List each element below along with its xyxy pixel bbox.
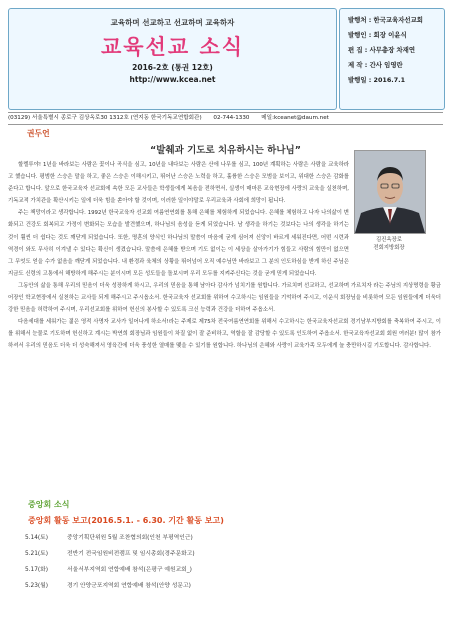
activity-date: 5.23(월) [25,583,49,589]
article-title: “발췌과 기도로 치유하시는 하나님” [150,145,301,156]
postal-address: (03129) 서울특별시 종로구 김상옥로30 1312호 (연지동 한국기독교연합회관) [8,115,202,121]
activity-date: 5.21(토) [25,551,49,557]
list-item [25,546,425,562]
list-item [25,562,425,578]
address-bar [8,112,443,125]
article-body [8,159,441,489]
list-item [25,578,425,594]
activity-text: 서울서부지역회 연합예배 참석(은평구 예원교회_) [67,567,192,573]
activity-text: 중앙기획단위원 5월 조찬협의회(인천 부평역인근) [67,535,193,541]
publisher-infobox [339,8,445,110]
email-address[interactable]: 메일:kceanet@daum.net [261,115,329,121]
section-label-news: 중앙회 소식 [28,500,70,509]
publisher: 발행처 : 한국교육자선교회 [348,16,423,24]
photo-caption-role: 전회지방회장 [373,245,405,251]
newsletter-title: 교육선교 소식 [100,34,245,59]
newsletter-header [8,8,443,116]
photo-caption-name: 김진옥장로 [375,237,403,243]
editor: 편 집 : 사무총장 차재연 [348,46,416,54]
masthead [8,8,337,110]
activity-text: 경기 안양군포지역회 연합예배 참석(안양 성문고) [67,583,191,589]
activity-report-title: 중앙회 활동 보고(2016.5.1. - 6.30. 기간 활동 보고) [28,516,224,525]
list-item [25,530,425,546]
photo-spacer [349,159,441,263]
article-paragraph: 다음세대를 세워가는 젊은 영적 사명자 교사가 일어나게 하소서!라는 주제로 제75차 전국여름연연회를 위해서 수고하시는 한국교육자선교회 경기남부지방회를 축복하여 주시고, 이를 위해서 눈물로 기도하며 헌신하고 계시는 박연희 회장님과 임원들이 차질 없이 잘 준비하고, 역할을 잘 감당할 수 있도록 인도하여 주옵소서. 한국교육자선교회 회원 여러분! 많이 참가하셔서 우리의 믿음도 더욱 더 성숙해져서 영육간에 더욱 풍성한 열매를 맺을 수 있기를 원합니다. 하나님의 은혜와 사랑이 교육가족 모두에게 늘 충만하시길 기도합니다. 감사합니다. [8,319,441,350]
issue-number: 2016-2호 (통권 12호) [132,63,213,72]
activity-date: 5.17(화) [25,567,49,573]
article-paragraph: 그동안의 삶을 통해 우리의 믿음이 더욱 성장하게 하시고, 우리의 믿음을 통해 남아다 감사가 넘치기를 원합니다. 가르치며 선교하고, 선교하며 가르치자 라는 주님의 지상명령을 황금어장인 학교현장에서 실천하는 교사들 되게 해주시고 주시옵소서. 한국교육자 선교회를 위하여 수고하시는 임원들을 기억하여 주시고, 이운식 회장님을 비롯하여 모든 임원들에게 더욱더 강한 믿음을 허락하여 주시며, 우리선교회를 위하여 헌신의 봉사할 수 있도록 크신 능력과 건강을 더하여 주옵소서. [8,282,441,314]
activity-list [25,530,425,594]
phone-number: 02-744-1330 [213,115,250,121]
motto: 교육하며 선교하고 선교하며 교육하자 [110,18,235,27]
activity-date: 5.14(토) [25,535,49,541]
article-paragraph: 주는 책망이라고 생각합니다. 1992년 한국교육자 선교회 여름연연회를 통해 은혜를 체험하게 되었습니다. 은혜를 체험하고 나자 나의삶이 변화되고 건강도 회복되고 가정이 변화되는 모습을 발견했으며, 하나님의 음성을 듣게 되었습니다. 남 생각을 하기는 것보다는 나의 생각을 하기는 것이 훨씬 더 쉽다는 것도 깨닫게 되었습니다. 또한, 명혼의 양식인 하나님의 말씀이 마음에 굳게 심어져 신앙이 바르게 세워진다면, 어떤 시련과 역경이 와도 무사히 이겨낼 수 있다는 확신이 생겼습니다. 말씀에 은혜를 받으며 기도 없이는 이 세상을 살아가기가 힘들고 사람의 힘만이 없으면 그 무엇도 얻을 수가 없음을 깨닫게 되었습니다. 내 환경과 육체의 상황을 뛰어넘어 오직 예수님만 바라보고 그 분의 인도하심을 받게 하신 주님은 지금도 신령의 고통에서 해방하게 해주시는 분이시며 모든 성도들을 돌보시며 우리 모두를 지켜주신다는 것을 굳게 믿게 되었습니다. [8,210,349,277]
section-label-opening: 권두언 [27,129,50,138]
publish-date: 발행일 : 2016.7.1 [348,76,406,84]
article-paragraph: 할렐루야! 1년을 바라보는 사람은 꽃이나 곡식을 심고, 10년을 내다보는 사람은 산에 나무를 심고, 100년 계획하는 사람은 사람을 교육하라고 했습니다. 평범한 스승은 말을 하고, 좋은 스승은 이해시키고, 뛰어난 스승은 노력을 하고, 훌륭한 스승은 모범을 보이고, 위대한 스승은 감화를 준다고 합니다. 앞으로 한국교육자 선교회에 속한 모든 교사들은 학생들에게 복음을 전하면서, 실생이 매마른 교육현장에 사랑의 교육을 실천하며, 기독교적 가치관을 확산시키는 일에 더욱 힘을 쏟아야 할 것이며, 이러한 일이야말로 우리교육과 사회에 희망이 됩니다. [8,162,349,205]
producer: 제 작 : 간사 임영란 [348,61,403,69]
website-link[interactable]: http://www.kcea.net [129,75,216,84]
issuer: 발행인 : 회장 이윤식 [348,31,407,39]
activity-text: 전반기 전국임원비전캠프 및 임시총회(경주문화고) [67,551,195,557]
